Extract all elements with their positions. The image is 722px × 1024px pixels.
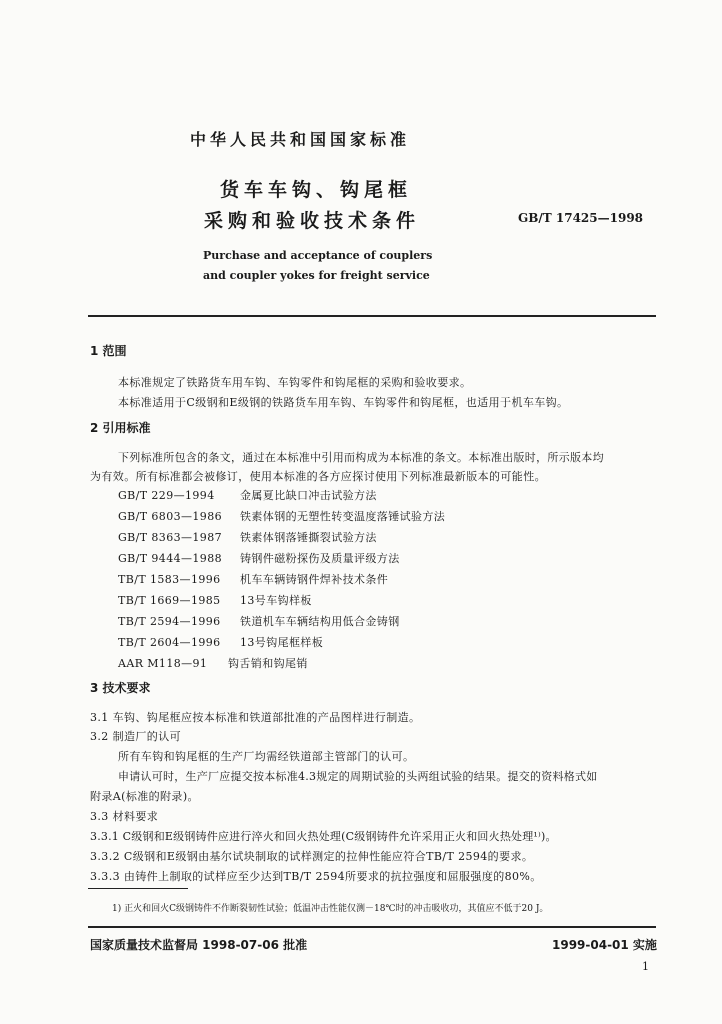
approval-date: 国家质量技术监督局 1998-07-06 批准 — [90, 938, 308, 952]
reference-title: 铁素体钢的无塑性转变温度落锤试验方法 — [240, 510, 446, 523]
english-title-line1: Purchase and acceptance of couplers — [203, 249, 433, 262]
doc-title-line1: 货车车钩、钩尾框 — [220, 179, 413, 201]
reference-code: TB/T 1669—1985 — [118, 594, 221, 607]
english-title-line2: and coupler yokes for freight service — [203, 269, 430, 282]
header-divider — [88, 315, 656, 317]
reference-item — [118, 655, 308, 671]
page-number: 1 — [642, 960, 649, 973]
reference-code: TB/T 2604—1996 — [118, 636, 221, 649]
section-1-heading: 1 范围 — [90, 344, 127, 358]
clause-3-3-3: 3.3.3 由铸件上制取的试样应至少达到TB/T 2594所要求的抗拉强度和屈服强度的80%。 — [90, 870, 542, 883]
section-1-para-1: 本标准规定了铁路货车用车钩、车钩零件和钩尾框的采购和验收要求。 — [118, 376, 472, 389]
footnote: 1) 正火和回火C级钢铸件不作断裂韧性试验；低温冲击性能仅测－18℃时的冲击吸收功，其值应不低于20 J。 — [112, 904, 549, 914]
footer-divider — [88, 926, 656, 928]
reference-title: 铸钢件磁粉探伤及质量评级方法 — [240, 552, 400, 565]
section-2-para-line1: 下列标准所包含的条文，通过在本标准中引用而构成为本标准的条文。本标准出版时，所示版本均 — [118, 451, 604, 464]
reference-code: GB/T 8363—1987 — [118, 531, 222, 544]
reference-item — [118, 571, 388, 587]
reference-code: GB/T 9444—1988 — [118, 552, 222, 565]
reference-item — [118, 508, 445, 524]
reference-code: AAR M118—91 — [118, 657, 208, 670]
reference-item — [118, 487, 377, 503]
clause-3-2-heading: 3.2 制造厂的认可 — [90, 730, 181, 743]
reference-code: TB/T 1583—1996 — [118, 573, 221, 586]
clause-3-3-heading: 3.3 材料要求 — [90, 810, 159, 823]
section-3-heading: 3 技术要求 — [90, 681, 151, 695]
reference-title: 铁素体钢落锤撕裂试验方法 — [240, 531, 377, 544]
national-standard-heading: 中华人民共和国国家标准 — [190, 130, 411, 149]
reference-item — [118, 634, 323, 650]
reference-title: 铁道机车车辆结构用低合金铸钢 — [240, 615, 400, 628]
standard-number: GB/T 17425—1998 — [518, 211, 644, 225]
reference-title: 钩舌销和钩尾销 — [228, 657, 308, 670]
reference-title: 13号钩尾框样板 — [240, 636, 324, 649]
reference-title: 机车车辆铸钢件焊补技术条件 — [240, 573, 389, 586]
clause-3-3-2: 3.3.2 C级钢和E级钢由基尔试块制取的试样测定的拉伸性能应符合TB/T 2594的要求。 — [90, 850, 534, 863]
reference-code: GB/T 229—1994 — [118, 489, 215, 502]
clause-3-2-para-2-line1: 申请认可时，生产厂应提交按本标准4.3规定的周期试验的头两组试验的结果。提交的资料格式如 — [118, 770, 598, 783]
reference-item — [118, 529, 377, 545]
clause-3-2-para-2-line2: 附录A(标准的附录)。 — [90, 790, 199, 803]
doc-title-line2: 采购和验收技术条件 — [204, 210, 421, 232]
reference-code: GB/T 6803—1986 — [118, 510, 222, 523]
clause-3-2-para-1: 所有车钩和钩尾框的生产厂均需经铁道部主管部门的认可。 — [118, 750, 415, 763]
reference-item — [118, 550, 400, 566]
reference-title: 金属夏比缺口冲击试验方法 — [240, 489, 377, 502]
reference-title: 13号车钩样板 — [240, 594, 312, 607]
effective-date: 1999-04-01 实施 — [552, 938, 657, 952]
footnote-divider — [88, 888, 188, 889]
reference-item — [118, 592, 312, 608]
reference-item — [118, 613, 400, 629]
section-2-heading: 2 引用标准 — [90, 421, 151, 435]
section-2-para-line2: 为有效。所有标准都会被修订，使用本标准的各方应探讨使用下列标准最新版本的可能性。 — [90, 470, 546, 483]
clause-3-1: 3.1 车钩、钩尾框应按本标准和铁道部批准的产品图样进行制造。 — [90, 711, 421, 724]
section-1-para-2: 本标准适用于C级钢和E级钢的铁路货车用车钩、车钩零件和钩尾框，也适用于机车车钩。 — [118, 396, 569, 409]
reference-code: TB/T 2594—1996 — [118, 615, 221, 628]
clause-3-3-1: 3.3.1 C级钢和E级钢铸件应进行淬火和回火热处理(C级钢铸件允许采用正火和回火热处理¹⁾)。 — [90, 830, 557, 843]
